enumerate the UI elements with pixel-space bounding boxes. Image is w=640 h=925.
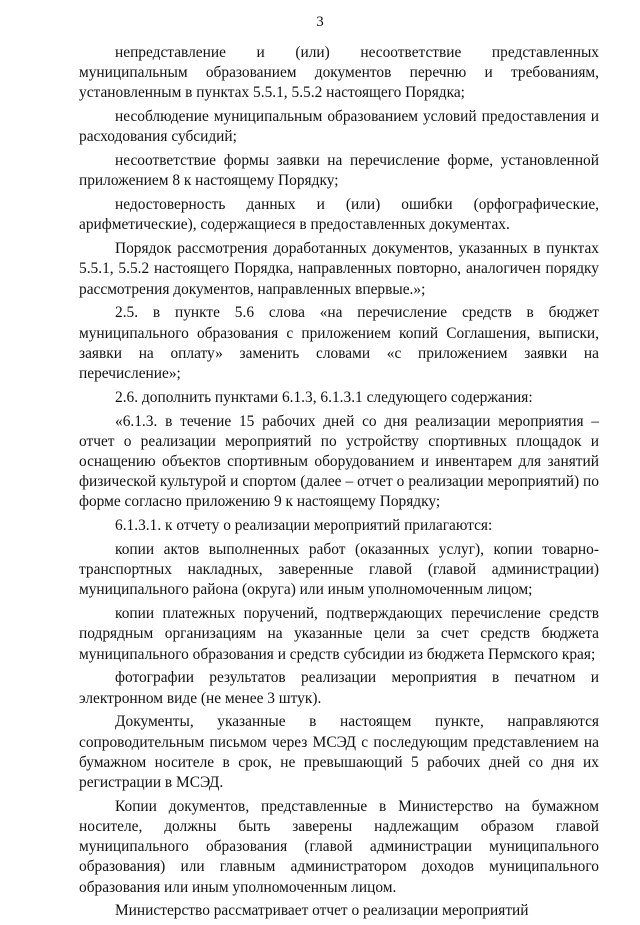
paragraph: 2.5. в пункте 5.6 слова «на перечисление средств в бюджет муниципального образования с приложением копий Соглашения, выписки, заявки на оплату» заменить словами «с приложением заявки на перечисление»; <box>79 304 599 383</box>
paragraph: «6.1.3. в течение 15 рабочих дней со дня реализации мероприятия – отчет о реализации мероприятий по устройству спортивных площадок и оснащению объектов спортивным оборудованием и инвентарем для занятий физической культурой и спортом (далее – отчет о реализации мероприятий) по форме согласно приложению 9 к настоящему Порядку; <box>79 412 599 511</box>
paragraph: фотографии результатов реализации мероприятия в печатном и электронном виде (не менее 3 штук). <box>79 669 599 707</box>
paragraph: непредставление и (или) несоответствие представленных муниципальным образованием документов перечню и требованиям, установленным в пунктах 5.5.1, 5.5.2 настоящего Порядка; <box>79 44 599 102</box>
document-body <box>79 43 599 925</box>
paragraph: недостоверность данных и (или) ошибки (орфографические, арифметические), содержащиеся в предоставленных документах. <box>79 196 599 234</box>
page-number: 3 <box>316 14 324 30</box>
paragraph: несоответствие формы заявки на перечисление форме, установленной приложением 8 к настоящему Порядку; <box>79 152 599 190</box>
paragraph: Министерство рассматривает отчет о реализации мероприятий <box>115 902 529 920</box>
paragraph: 6.1.3.1. к отчету о реализации мероприятий прилагаются: <box>115 517 493 535</box>
paragraph: несоблюдение муниципальным образованием условий предоставления и расходования субсидий; <box>79 108 599 146</box>
paragraph: копии платежных поручений, подтверждающих перечисление средств подрядным организациям на указанные цели за счет средств бюджета муниципального образования и средств субсидии из бюджета Пермского края; <box>79 605 599 663</box>
paragraph: копии актов выполненных работ (оказанных услуг), копии товарно-транспортных накладных, заверенные главой (главой администрации) муниципального района (округа) или иным уполномоченным лицом; <box>79 541 599 599</box>
paragraph: Документы, указанные в настоящем пункте, направляются сопроводительным письмом через МСЭД с последующим представлением на бумажном носителе в срок, не превышающий 5 рабочих дней со дня их регистрации в МСЭД. <box>79 713 599 792</box>
paragraph: 2.6. дополнить пунктами 6.1.3, 6.1.3.1 следующего содержания: <box>115 388 533 406</box>
paragraph: Копии документов, представленные в Министерство на бумажном носителе, должны быть заверены надлежащим образом главой муниципального образования (главой администрации муниципального образования) или главным администратором доходов муниципального образования или иным уполномоченным лицом. <box>79 797 599 896</box>
paragraph: Порядок рассмотрения доработанных документов, указанных в пунктах 5.5.1, 5.5.2 настоящего Порядка, направленных повторно, аналогичен порядку рассмотрения документов, направленных впервые.»; <box>79 240 599 298</box>
